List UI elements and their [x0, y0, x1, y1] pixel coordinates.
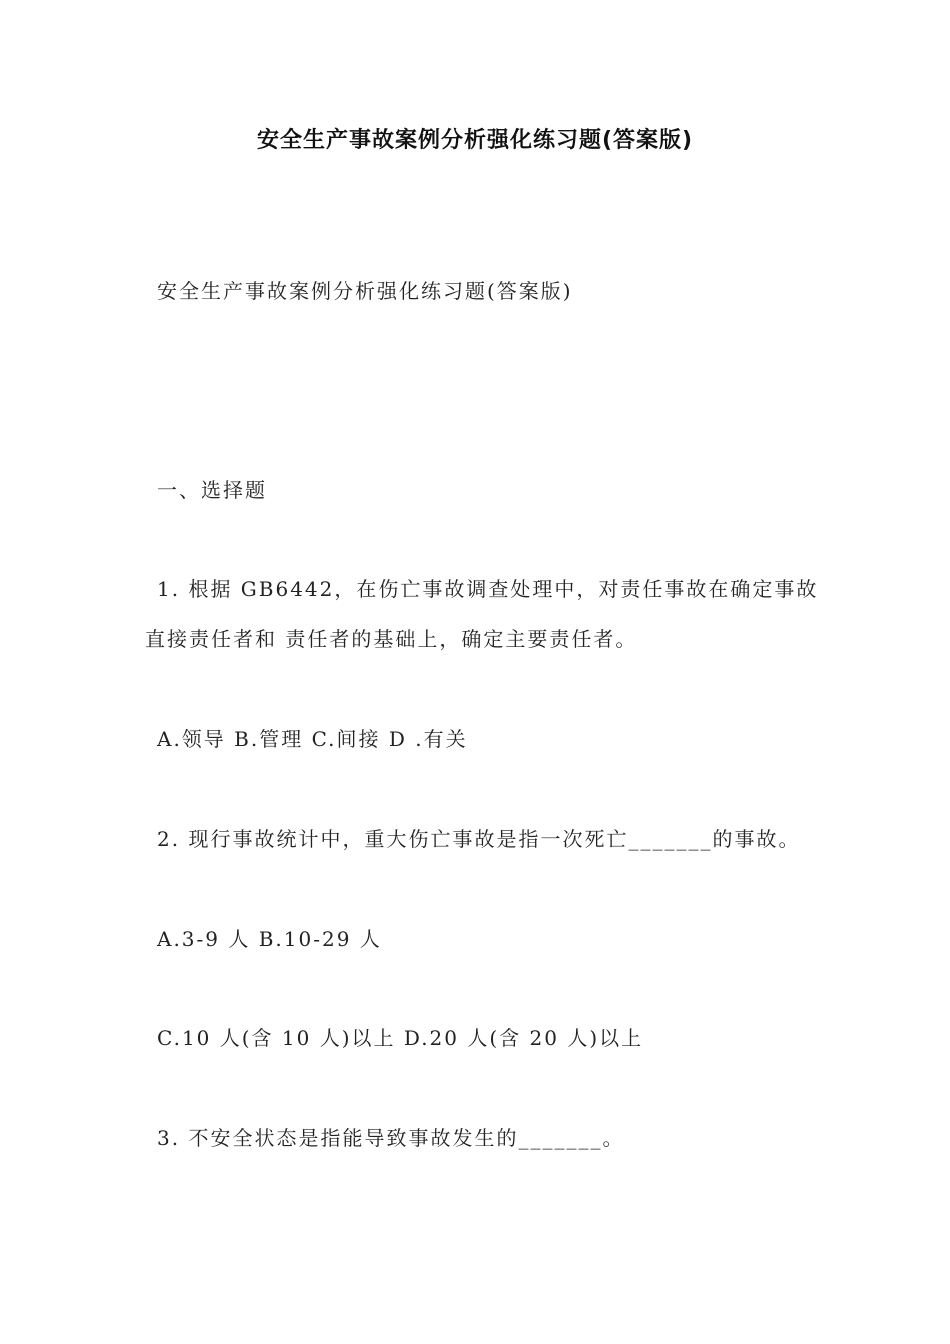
document-subtitle: 安全生产事故案例分析强化练习题(答案版)	[157, 279, 573, 303]
question-1-options: A.领导 B.管理 C.间接 D .有关	[157, 727, 468, 751]
section-heading: 一、选择题	[157, 478, 267, 502]
question-1-text-line-1: 1. 根据 GB6442，在伤亡事故调查处理中，对责任事故在确定事故	[157, 577, 819, 601]
question-2-options-line-2: C.10 人(含 10 人)以上 D.20 人(含 20 人)以上	[157, 1026, 644, 1050]
question-2-options-line-1: A.3-9 人 B.10-29 人	[157, 927, 382, 951]
question-1-text-line-2: 直接责任者和 责任者的基础上，确定主要责任者。	[145, 627, 638, 651]
document-title: 安全生产事故案例分析强化练习题(答案版)	[256, 128, 694, 153]
question-3-text: 3. 不安全状态是指能导致事故发生的_______。	[157, 1126, 625, 1150]
question-2-text: 2. 现行事故统计中，重大伤亡事故是指一次死亡_______的事故。	[157, 827, 801, 851]
